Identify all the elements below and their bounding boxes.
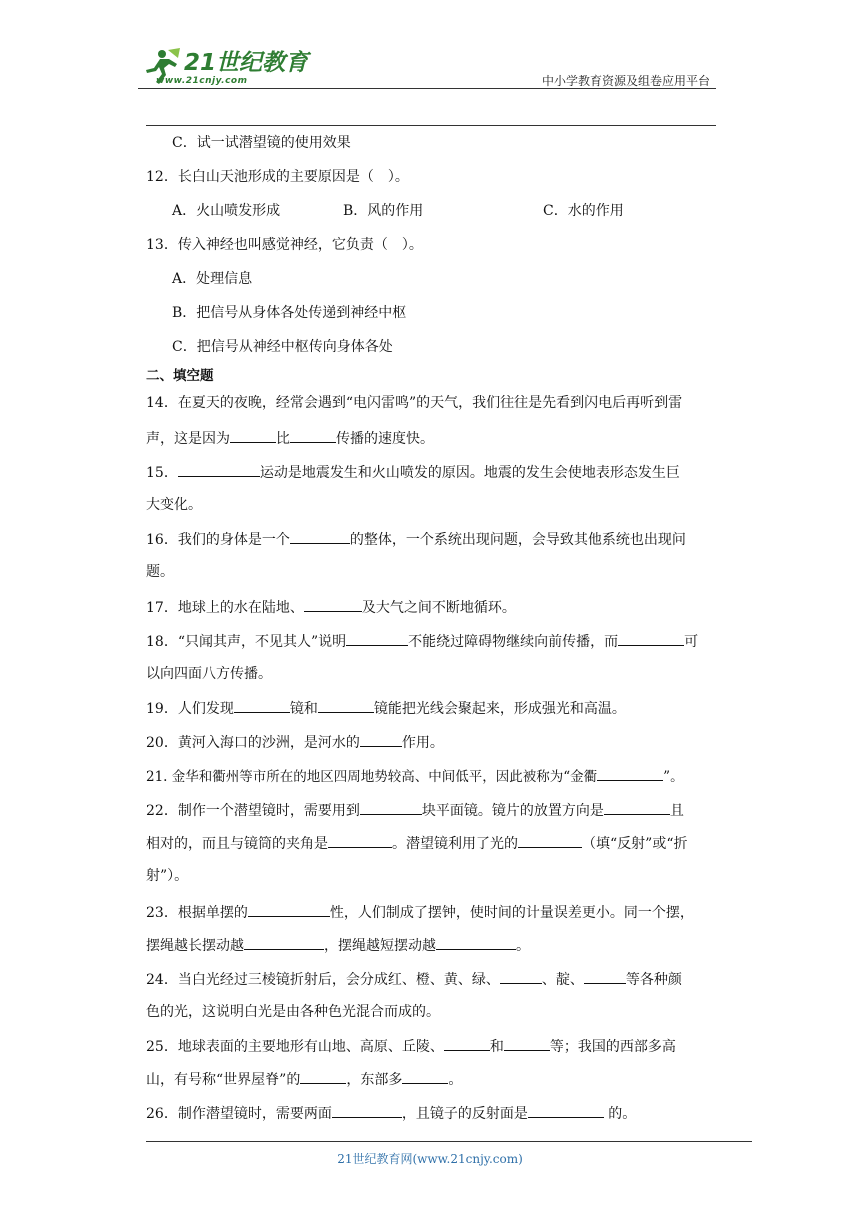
q22-line3: 射”）。 [146,868,189,884]
answer-blank[interactable] [360,732,402,747]
answer-blank[interactable] [518,833,582,848]
q21: 21. 金华和衢州等市所在的地区四周地势较高、中间低平，因此被称为“金衢 ”。 [146,766,684,787]
answer-blank[interactable] [436,935,516,950]
q23-line1: 23．根据单摆的 性，人们制成了摆钟，使时间的计量误差更小。同一个摆， [146,902,694,923]
section-title-fill-blank: 二、填空题 [146,368,214,384]
answer-blank[interactable] [332,1103,402,1118]
q22-line1: 22．制作一个潜望镜时，需要用到 块平面镜。镜片的放置方向是 且 [146,800,684,821]
page-header [138,40,716,92]
answer-blank[interactable] [500,969,542,984]
q15-line1: 15． 运动是地震发生和火山喷发的原因。地震的发生会使地表形态发生巨 [146,462,680,483]
q15-line2: 大变化。 [146,497,202,513]
answer-blank[interactable] [604,800,670,815]
q12-option-b: B．风的作用 [343,203,424,219]
q14-line1: 14．在夏天的夜晚，经常会遇到“电闪雷鸣”的天气，我们往往是先看到闪电后再听到雷 [146,395,683,411]
answer-blank[interactable] [444,1036,490,1051]
answer-blank[interactable] [346,631,408,646]
answer-blank[interactable] [504,1036,550,1051]
answer-blank[interactable] [234,698,290,713]
footer-divider [146,1141,752,1142]
platform-label: 中小学教育资源及组卷应用平台 [541,74,710,88]
answer-blank[interactable] [360,800,422,815]
q13-option-a: A．处理信息 [172,271,253,287]
answer-blank[interactable] [528,1103,604,1118]
q26: 26．制作潜望镜时，需要两面 ，且镜子的反射面是 的。 [146,1103,636,1124]
q23-line2: 摆绳越长摆动越 ，摆绳越短摆动越 。 [146,935,530,956]
q24-line1: 24．当白光经过三棱镜折射后，会分成红、橙、黄、绿、 、靛、 等各种颜 [146,969,682,990]
answer-blank[interactable] [618,631,684,646]
answer-blank[interactable] [328,833,392,848]
q20: 20．黄河入海口的沙洲，是河水的 作用。 [146,732,444,753]
content-top-divider [146,125,716,126]
answer-blank[interactable] [230,428,276,443]
q12-stem: 12．长白山天池形成的主要原因是（ ）。 [146,169,409,185]
q13-option-c: C．把信号从神经中枢传向身体各处 [172,339,393,355]
q11-option-c: C．试一试潜望镜的使用效果 [172,135,351,151]
answer-blank[interactable] [597,766,663,781]
q16-line2: 题。 [146,564,174,580]
q12-option-c: C．水的作用 [543,203,624,219]
answer-blank[interactable] [248,902,330,917]
answer-blank[interactable] [318,698,374,713]
q19: 19．人们发现 镜和 镜能把光线会聚起来，形成强光和高温。 [146,698,626,719]
q16-line1: 16．我们的身体是一个 的整体，一个系统出现问题，会导致其他系统也出现问 [146,529,686,550]
answer-blank[interactable] [300,1069,346,1084]
q25-line2: 山，有号称“世界屋脊”的 ，东部多 。 [146,1069,462,1090]
q14-line2: 声，这是因为 比 传播的速度快。 [146,428,434,449]
logo-text: 21世纪教育 [184,50,309,76]
q22-line2: 相对的，而且与镜筒的夹角是 。潜望镜利用了光的 （填“反射”或“折 [146,833,687,854]
q24-line2: 色的光，这说明白光是由各种色光混合而成的。 [146,1004,440,1020]
answer-blank[interactable] [584,969,626,984]
answer-blank[interactable] [290,428,336,443]
q13-option-b: B．把信号从身体各处传递到神经中枢 [172,305,407,321]
answer-blank[interactable] [290,529,350,544]
answer-blank[interactable] [178,462,260,477]
answer-blank[interactable] [304,597,362,612]
q18-line1: 18．“只闻其声，不见其人”说明 不能绕过障碍物继续向前传播，而 可 [146,631,698,652]
q18-line2: 以向四面八方传播。 [146,666,272,682]
answer-blank[interactable] [244,935,324,950]
logo-url: www.21cnjy.com [156,76,248,86]
q12-option-a: A．火山喷发形成 [172,203,281,219]
footer-link[interactable]: 21世纪教育网(www.21cnjy.com) [337,1152,523,1166]
q13-stem: 13．传入神经也叫感觉神经，它负责（ ）。 [146,237,423,253]
q17: 17．地球上的水在陆地、 及大气之间不断地循环。 [146,597,516,618]
q25-line1: 25．地球表面的主要地形有山地、高原、丘陵、 和 等；我国的西部多高 [146,1036,676,1057]
header-divider [138,88,716,89]
answer-blank[interactable] [402,1069,448,1084]
